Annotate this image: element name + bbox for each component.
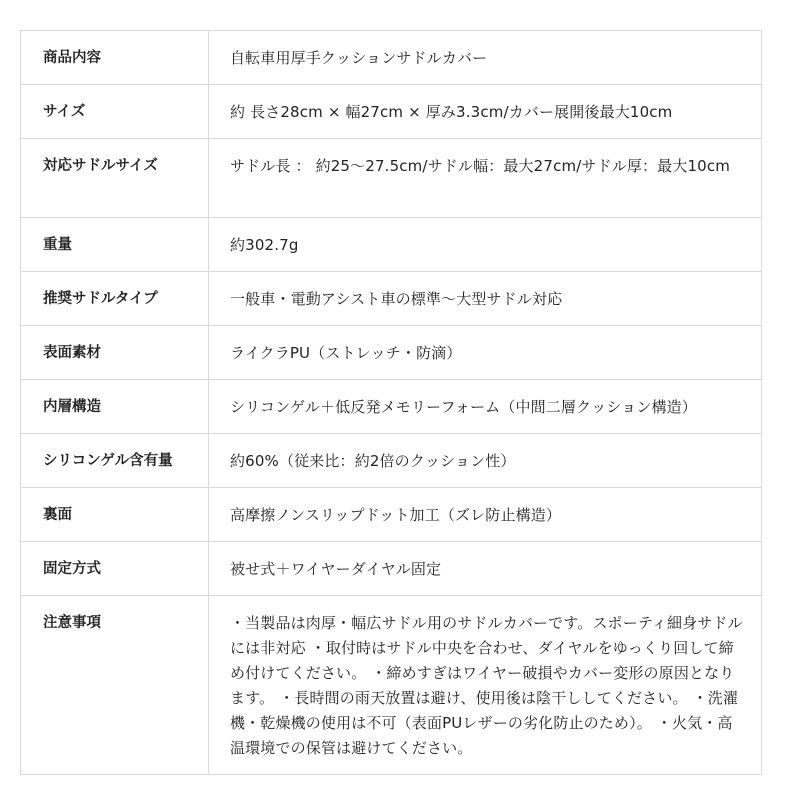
spec-value: 自転車用厚手クッションサドルカバー — [230, 49, 488, 67]
spec-label: 注意事項 — [21, 596, 209, 775]
spec-value: ・当製品は肉厚・幅広サドル用のサドルカバーです。スポーティ細身サドルには非対応 ・取付時はサドル中央を合わせ、ダイヤルをゆっくり回して締め付けてください。 ・締めすぎはワイヤー破損やカバー変形の原因となります。 ・長時間の雨天放置は避け、使用後は陰干ししてください。 ・洗濯機・乾燥機の使用は不可（表面PUレザーの劣化防止のため）。 ・火気・高温環境での保管は避けてください。 — [209, 596, 762, 775]
spec-row-contents — [21, 31, 762, 85]
product-spec-table — [20, 30, 762, 775]
spec-value: 約302.7g — [209, 218, 762, 272]
spec-row-inner-layer — [21, 380, 762, 434]
spec-value: 約60%（従来比：約2倍のクッション性） — [209, 434, 762, 488]
spec-label: 重量 — [21, 218, 209, 272]
spec-value: 被せ式＋ワイヤーダイヤル固定 — [209, 542, 762, 596]
spec-row-fixing — [21, 542, 762, 596]
spec-label: 内層構造 — [21, 380, 209, 434]
spec-label: 固定方式 — [21, 542, 209, 596]
spec-label: 裏面 — [21, 488, 209, 542]
spec-value: サドル長 ： 約25〜27.5cm/サドル幅：最大27cm/サドル厚：最大10cm — [209, 139, 762, 218]
spec-label: シリコンゲル含有量 — [21, 434, 209, 488]
spec-label: 推奨サドルタイプ — [21, 272, 209, 326]
spec-label: 商品内容 — [21, 31, 209, 85]
spec-row-back — [21, 488, 762, 542]
spec-row-gel-content — [21, 434, 762, 488]
spec-row-notes — [21, 596, 762, 775]
spec-value: 高摩擦ノンスリップドット加工（ズレ防止構造） — [209, 488, 762, 542]
spec-label: サイズ — [21, 85, 209, 139]
spec-row-saddle-size — [21, 139, 762, 218]
spec-row-size — [21, 85, 762, 139]
spec-row-surface — [21, 326, 762, 380]
spec-row-saddle-type — [21, 272, 762, 326]
spec-value: 一般車・電動アシスト車の標準〜大型サドル対応 — [209, 272, 762, 326]
spec-label: 対応サドルサイズ — [21, 139, 209, 218]
spec-value: ライクラPU（ストレッチ・防滴） — [209, 326, 762, 380]
spec-value: シリコンゲル＋低反発メモリーフォーム（中間二層クッション構造） — [209, 380, 762, 434]
spec-row-weight — [21, 218, 762, 272]
spec-label: 表面素材 — [21, 326, 209, 380]
spec-value: 約 長さ28cm × 幅27cm × 厚み3.3cm/カバー展開後最大10cm — [209, 85, 762, 139]
